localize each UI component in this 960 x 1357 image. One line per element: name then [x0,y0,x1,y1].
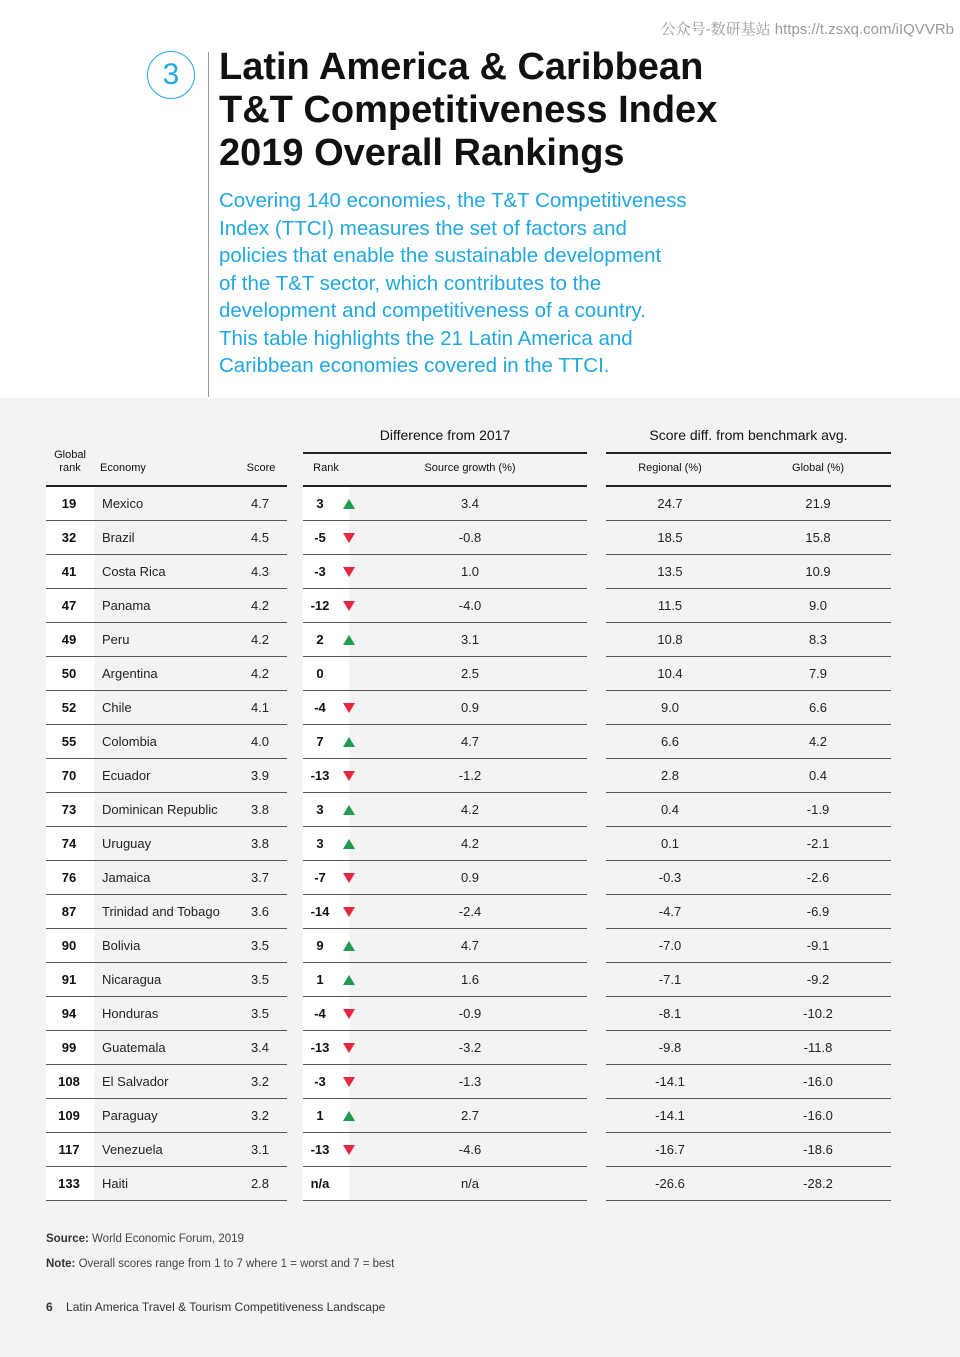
table-row [0,555,960,589]
table-row [0,997,960,1031]
global-rank-cell: 117 [58,1142,80,1157]
economy-cell: Chile [102,700,132,715]
page-number: 6 [46,1300,53,1314]
difference-group-rule [303,452,587,454]
global-diff-cell: 4.2 [808,734,828,749]
global-diff-cell: -9.2 [806,972,830,987]
economy-cell: Guatemala [102,1040,166,1055]
rank-change-cell: 3 [316,496,324,511]
global-diff-cell: -16.0 [803,1074,833,1089]
score-cell: 3.1 [250,1142,270,1157]
regional-diff-cell: -26.6 [655,1176,685,1191]
global-diff-cell: 21.9 [805,496,831,511]
col-header-global: Global (%) [792,462,844,474]
source-growth-cell: -0.8 [458,530,482,545]
benchmark-group-header: Score diff. from benchmark avg. [649,427,848,443]
regional-diff-cell: 10.4 [657,666,683,681]
intro-line: development and competitiveness of a country. [219,299,646,322]
score-cell: 2.8 [250,1176,270,1191]
global-rank-cell: 90 [61,938,77,953]
economy-cell: Argentina [102,666,158,681]
regional-diff-cell: 6.6 [660,734,680,749]
economy-cell: Costa Rica [102,564,166,579]
intro-paragraph [219,187,739,380]
source-growth-cell: 4.2 [460,802,480,817]
score-cell: 3.5 [250,938,270,953]
economy-cell: Colombia [102,734,157,749]
score-cell: 3.7 [250,870,270,885]
score-cell: 3.5 [250,1006,270,1021]
score-cell: 4.2 [250,632,270,647]
table-row [0,1167,960,1201]
economy-cell: Dominican Republic [102,802,218,817]
rank-change-cell: -4 [314,700,326,715]
trend-down-icon [343,1145,355,1155]
trend-up-icon [343,737,355,747]
trend-up-icon [343,941,355,951]
rank-change-cell: 2 [316,632,324,647]
score-cell: 3.8 [250,836,270,851]
global-diff-cell: 6.6 [808,700,828,715]
global-rank-cell: 76 [61,870,77,885]
regional-diff-cell: 13.5 [657,564,683,579]
table-row [0,487,960,521]
trend-down-icon [343,1077,355,1087]
source-growth-cell: 4.7 [460,938,480,953]
global-diff-cell: -10.2 [803,1006,833,1021]
title-line: 2019 Overall Rankings [219,132,625,174]
scale-note [46,1258,394,1270]
table-row [0,827,960,861]
score-cell: 3.5 [250,972,270,987]
score-cell: 4.2 [250,666,270,681]
rank-change-cell: -12 [310,598,330,613]
source-label: Source: [46,1233,89,1245]
regional-diff-cell: -16.7 [655,1142,685,1157]
table-row [0,895,960,929]
source-growth-cell: 4.7 [460,734,480,749]
table-row [0,1099,960,1133]
score-cell: 3.8 [250,802,270,817]
global-rank-cell: 108 [58,1074,80,1089]
col-header-rank: Rank [313,462,339,474]
global-diff-cell: -6.9 [806,904,830,919]
rank-change-cell: 3 [316,836,324,851]
trend-up-icon [343,635,355,645]
trend-down-icon [343,873,355,883]
footer-title: Latin America Travel & Tourism Competitiveness Landscape [66,1300,386,1314]
rank-change-cell: 7 [316,734,324,749]
trend-down-icon [343,907,355,917]
source-growth-cell: -2.4 [458,904,482,919]
global-diff-cell: -28.2 [803,1176,833,1191]
economy-cell: Haiti [102,1176,129,1191]
table-row [0,861,960,895]
source-growth-cell: 1.6 [460,972,480,987]
economy-cell: Paraguay [102,1108,158,1123]
trend-up-icon [343,1111,355,1121]
global-diff-cell: 0.4 [808,768,828,783]
global-rank-cell: 41 [61,564,77,579]
regional-diff-cell: -9.8 [658,1040,682,1055]
economy-cell: Uruguay [102,836,152,851]
global-diff-cell: 15.8 [805,530,831,545]
global-diff-cell: 8.3 [808,632,828,647]
regional-diff-cell: 0.1 [660,836,680,851]
regional-diff-cell: -0.3 [658,870,682,885]
regional-diff-cell: -7.0 [658,938,682,953]
rank-change-cell: -13 [310,768,330,783]
rank-change-cell: -13 [310,1040,330,1055]
economy-cell: Peru [102,632,130,647]
intro-line: Index (TTCI) measures the set of factors and [219,216,627,240]
source-growth-cell: 2.5 [460,666,480,681]
intro-line: policies that enable the sustainable development [219,244,662,267]
trend-up-icon [343,805,355,815]
col-header-regional: Regional (%) [638,462,702,474]
score-cell: 4.2 [250,598,270,613]
section-number-badge: 3 [147,51,195,99]
table-row [0,623,960,657]
global-diff-cell: 9.0 [808,598,828,613]
regional-diff-cell: -4.7 [658,904,682,919]
rank-change-cell: -4 [314,1006,326,1021]
global-rank-cell: 87 [61,904,77,919]
trend-up-icon [343,975,355,985]
row-divider [303,1200,587,1201]
difference-group-header: Difference from 2017 [379,427,511,443]
benchmark-group-rule [606,452,891,454]
table-row [0,1133,960,1167]
source-growth-cell: 0.9 [460,700,480,715]
score-cell: 3.2 [250,1108,270,1123]
economy-cell: Nicaragua [102,972,162,987]
table-row [0,1065,960,1099]
source-growth-cell: -1.3 [458,1074,482,1089]
global-rank-cell: 73 [61,802,77,817]
global-rank-cell: 109 [58,1108,80,1123]
rank-change-cell: 0 [316,666,324,681]
col-header-economy: Economy [100,462,146,474]
score-cell: 4.1 [250,700,270,715]
watermark-url: 公众号-数研基站 https://t.zsxq.com/iIQVVRb [660,21,954,38]
intro-line: of the T&T sector, which contributes to the [219,271,602,295]
regional-diff-cell: -8.1 [658,1006,682,1021]
global-rank-cell: 19 [61,496,77,511]
global-diff-cell: -2.1 [806,836,830,851]
intro-line: Caribbean economies covered in the TTCI. [219,354,610,377]
source-growth-cell: 0.9 [460,870,480,885]
rank-change-cell: -14 [310,904,330,919]
col-header-score: Score [246,462,276,474]
table-row [0,793,960,827]
rank-change-cell: 1 [316,1108,324,1123]
row-divider [46,1200,287,1201]
rank-change-cell: -13 [310,1142,330,1157]
global-diff-cell: -11.8 [803,1040,833,1055]
intro-line: Covering 140 economies, the T&T Competitiveness [219,189,687,212]
global-rank-cell: 50 [61,666,77,681]
table-row [0,963,960,997]
economy-cell: Mexico [102,496,144,511]
source-growth-cell: 2.7 [460,1108,480,1123]
trend-down-icon [343,1009,355,1019]
source-growth-cell: 4.2 [460,836,480,851]
source-note [46,1233,244,1245]
rank-change-cell: -7 [314,870,326,885]
trend-up-icon [343,499,355,509]
table-row [0,657,960,691]
table-row [0,691,960,725]
global-diff-cell: -16.0 [803,1108,833,1123]
regional-diff-cell: -14.1 [655,1108,685,1123]
global-rank-cell: 55 [61,734,77,749]
source-growth-cell: -0.9 [458,1006,482,1021]
table-row [0,759,960,793]
economy-cell: Ecuador [102,768,151,783]
regional-diff-cell: -7.1 [658,972,682,987]
source-growth-cell: 3.4 [460,496,480,511]
page-title [219,46,779,175]
regional-diff-cell: 11.5 [657,598,683,613]
rank-change-cell: 9 [316,938,324,953]
global-diff-cell: -18.6 [803,1142,833,1157]
table-row [0,725,960,759]
economy-cell: Jamaica [102,870,151,885]
global-rank-cell: 74 [61,836,77,851]
rank-change-cell: 1 [316,972,324,987]
trend-down-icon [343,703,355,713]
table-row [0,929,960,963]
source-text: World Economic Forum, 2019 [92,1233,244,1245]
table-row [0,1031,960,1065]
global-diff-cell: -2.6 [806,870,830,885]
rank-change-cell: -3 [314,1074,326,1089]
score-cell: 4.7 [250,496,270,511]
economy-cell: Trinidad and Tobago [102,904,220,919]
score-cell: 4.5 [250,530,270,545]
global-rank-cell: 49 [61,632,77,647]
table-row [0,589,960,623]
source-growth-cell: -1.2 [458,768,482,783]
row-divider [606,1200,891,1201]
trend-down-icon [343,1043,355,1053]
rank-change-cell: -5 [314,530,326,545]
global-rank-cell: 47 [61,598,77,613]
global-rank-cell: 99 [61,1040,77,1055]
economy-cell: Honduras [102,1006,159,1021]
global-rank-cell: 32 [61,530,77,545]
title-divider [208,52,209,397]
col-header-global-rank: Global rank [54,449,86,474]
global-rank-cell: 91 [61,972,77,987]
page-footer [46,1300,385,1314]
source-growth-cell: -3.2 [458,1040,482,1055]
economy-cell: Venezuela [102,1142,163,1157]
global-diff-cell: 7.9 [808,666,828,681]
score-cell: 4.0 [250,734,270,749]
regional-diff-cell: -14.1 [655,1074,685,1089]
score-cell: 3.6 [250,904,270,919]
source-growth-cell: -4.6 [458,1142,482,1157]
source-growth-cell: 1.0 [460,564,480,579]
economy-cell: Bolivia [102,938,141,953]
global-rank-cell: 94 [61,1006,77,1021]
global-diff-cell: -1.9 [806,802,830,817]
global-rank-cell: 52 [61,700,77,715]
regional-diff-cell: 9.0 [660,700,680,715]
global-rank-cell: 70 [61,768,77,783]
regional-diff-cell: 24.7 [657,496,683,511]
rank-change-cell: -3 [314,564,326,579]
trend-down-icon [343,601,355,611]
global-rank-cell: 133 [58,1176,80,1191]
note-text: Overall scores range from 1 to 7 where 1 = worst and 7 = best [78,1258,395,1270]
regional-diff-cell: 2.8 [660,768,680,783]
economy-cell: Panama [102,598,151,613]
col-header-source-growth: Source growth (%) [424,462,516,474]
score-cell: 3.2 [250,1074,270,1089]
score-cell: 4.3 [250,564,270,579]
intro-line: This table highlights the 21 Latin America and [219,326,633,350]
source-growth-cell: 3.1 [460,632,480,647]
note-label: Note: [46,1258,76,1270]
source-growth-cell: n/a [460,1176,480,1191]
regional-diff-cell: 10.8 [657,632,683,647]
regional-diff-cell: 18.5 [657,530,683,545]
regional-diff-cell: 0.4 [660,802,680,817]
trend-up-icon [343,839,355,849]
rank-change-cell: n/a [310,1176,330,1191]
source-growth-cell: -4.0 [458,598,482,613]
trend-down-icon [343,771,355,781]
score-cell: 3.9 [250,768,270,783]
global-diff-cell: 10.9 [805,564,831,579]
economy-cell: Brazil [102,530,135,545]
title-line: T&T Competitiveness Index [219,89,718,131]
trend-down-icon [343,567,355,577]
economy-cell: El Salvador [102,1074,169,1089]
global-diff-cell: -9.1 [806,938,830,953]
title-line: Latin America & Caribbean [219,46,704,88]
rank-change-cell: 3 [316,802,324,817]
table-row [0,521,960,555]
trend-down-icon [343,533,355,543]
score-cell: 3.4 [250,1040,270,1055]
